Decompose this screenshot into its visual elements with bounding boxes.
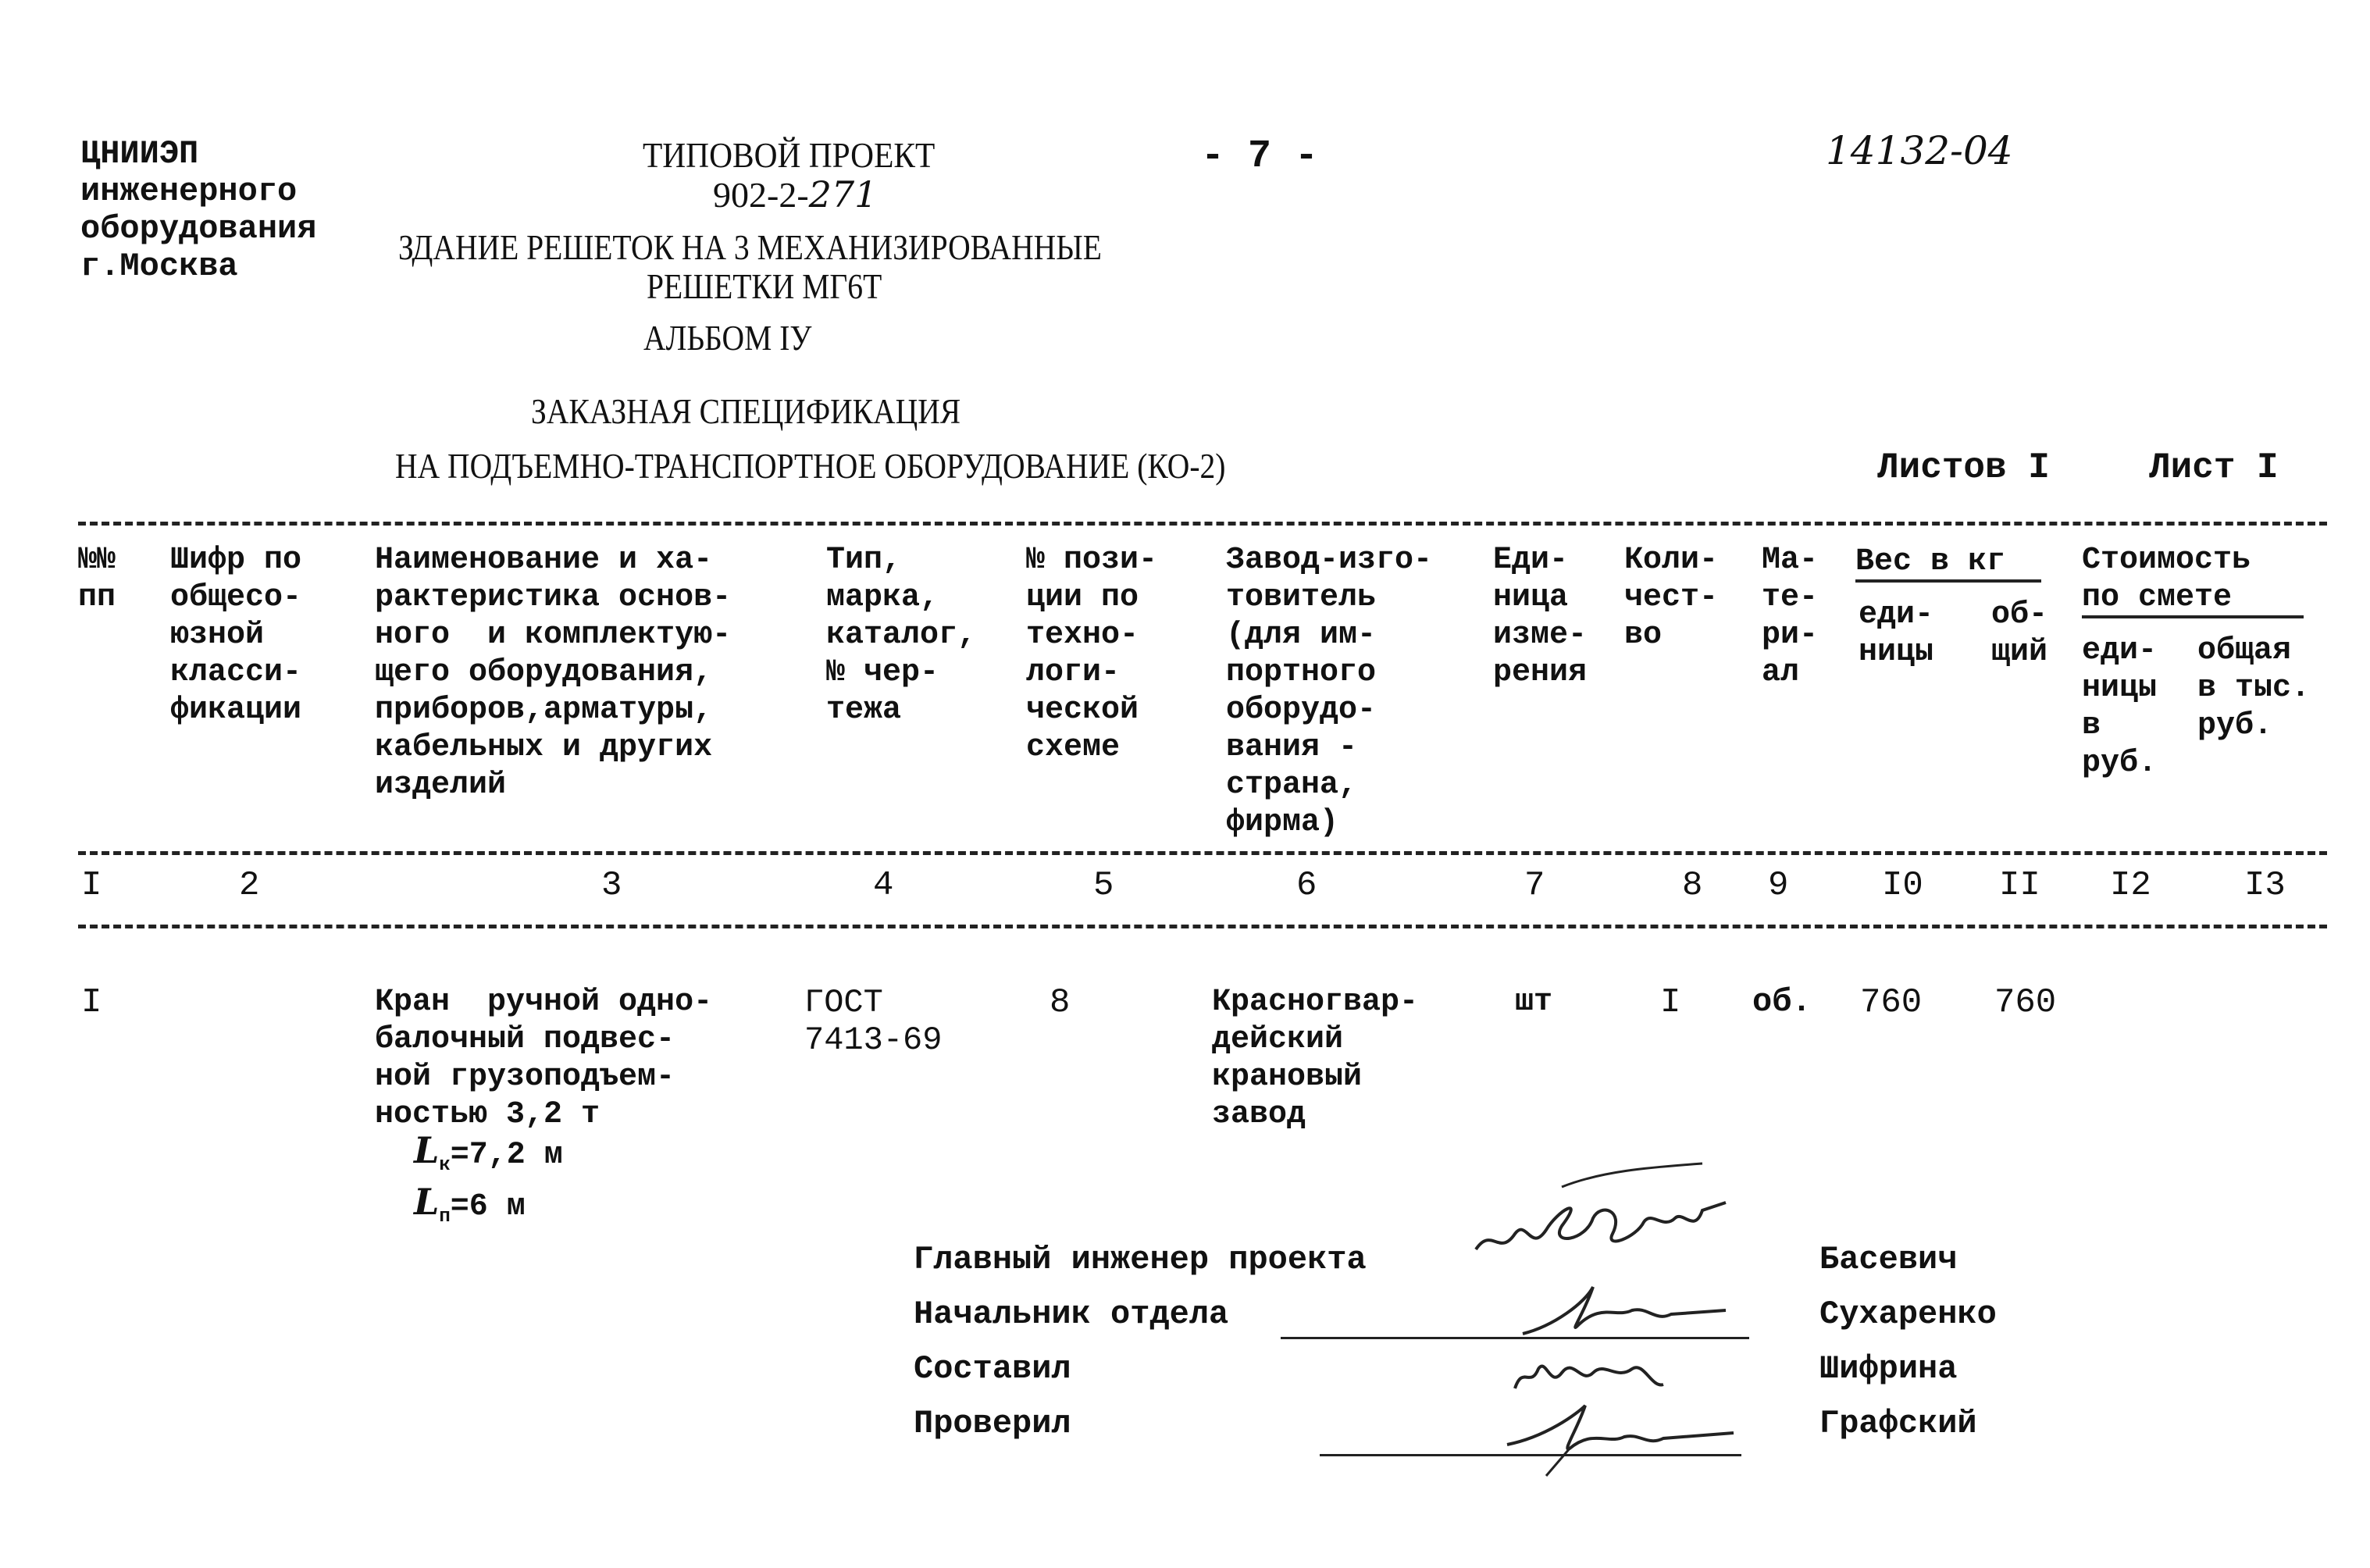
col-header-1: №№ пп: [78, 543, 116, 615]
col-header-9: Ма- те- ри- ал: [1762, 543, 1819, 690]
signature-name-shifrina: Шифрина: [1819, 1350, 1958, 1388]
col-header-6: Завод-изго- товитель (для им- портного оборудо- вания - страна, фирма): [1226, 543, 1433, 840]
cost-group-underline: [2082, 615, 2304, 618]
signature-name-basevich: Басевич: [1819, 1241, 1958, 1278]
signature-basevich: [1468, 1156, 1749, 1273]
col-number-2: 2: [239, 866, 260, 905]
title-line-2: РЕШЕТКИ МГ6Т: [647, 266, 882, 306]
crane-span-length: $L_к=7,2$ м: [414, 1129, 563, 1176]
col-header-2: Шифр по общесо- юзной класси- фикации: [170, 543, 302, 728]
col-number-3: 3: [601, 866, 622, 905]
doc-title-2: НА ПОДЪЕМНО-ТРАНСПОРТНОЕ ОБОРУДОВАНИЕ (КО-2): [395, 446, 1226, 486]
project-number-printed: 902-2-: [713, 175, 809, 215]
signature-role-department-head: Начальник отдела: [914, 1295, 1229, 1333]
col-number-10: I0: [1882, 866, 1923, 905]
weight-group-header: Вес в кг: [1855, 544, 2006, 579]
signature-role-compiled-by: Составил: [914, 1350, 1071, 1388]
title-line-1: ЗДАНИЕ РЕШЕТОК НА 3 МЕХАНИЗИРОВАННЫЕ: [398, 227, 1102, 267]
sheets-total: Листов I: [1877, 447, 2050, 488]
page-number: - 7 -: [1201, 134, 1319, 179]
item-position: 8: [1050, 983, 1071, 1022]
org-line-2: инженерного: [80, 173, 298, 210]
col-header-11: об- щий: [1991, 597, 2048, 670]
col-number-1: I: [81, 866, 102, 905]
col-number-11: II: [1999, 866, 2040, 905]
signature-shifrina: [1507, 1342, 1726, 1404]
col-number-7: 7: [1524, 866, 1545, 905]
row-number: I: [81, 983, 102, 1022]
col-number-6: 6: [1296, 866, 1317, 905]
col-header-3: Наименование и ха- рактеристика основ- ного и комплектую- щего оборудования, приборов,арматуры, кабельных и других изделий: [375, 543, 732, 803]
signature-name-sukharenko: Сухаренко: [1819, 1295, 1997, 1333]
col-number-9: 9: [1768, 866, 1789, 905]
col-number-8: 8: [1682, 866, 1703, 905]
signature-role-checked-by: Проверил: [914, 1405, 1071, 1442]
org-line-3: оборудования: [80, 210, 317, 248]
archive-number: 14132-04: [1826, 128, 2013, 173]
signature-grafsky: [1484, 1398, 1749, 1484]
col-number-12: I2: [2110, 866, 2151, 905]
project-number: [713, 173, 878, 216]
col-header-10: еди- ницы: [1859, 597, 1934, 670]
sheet-number: Лист I: [2149, 447, 2279, 488]
project-label: ТИПОВОЙ ПРОЕКТ: [643, 135, 936, 175]
cost-group-header: Стоимость по смете: [2082, 543, 2251, 615]
col-header-8: Коли- чест- во: [1624, 543, 1719, 653]
signature-role-chief-engineer: Главный инженер проекта: [914, 1241, 1367, 1278]
album: АЛЬБОМ IУ: [643, 318, 812, 358]
item-quantity: I: [1660, 983, 1681, 1022]
item-unit: шт: [1515, 985, 1553, 1020]
col-header-4: Тип, марка, каталог, № чер- тежа: [826, 543, 977, 728]
col-number-5: 5: [1093, 866, 1114, 905]
item-maker: Красногвар- дейский крановый завод: [1212, 985, 1419, 1132]
numbers-bottom-rule: [78, 925, 2327, 928]
signature-name-grafsky: Графский: [1819, 1405, 1977, 1442]
table-top-rule: [78, 522, 2327, 526]
col-header-5: № пози- ции по техно- логи- ческой схеме: [1026, 543, 1158, 765]
item-weight-unit: 760: [1860, 983, 1923, 1022]
item-type: ГОСТ 7413-69: [804, 984, 943, 1059]
item-weight-total: 760: [1994, 983, 2057, 1022]
col-number-4: 4: [873, 866, 894, 905]
item-material: об.: [1752, 983, 1812, 1021]
col-header-7: Еди- ница изме- рения: [1493, 543, 1588, 690]
signature-sukharenko: [1507, 1279, 1741, 1349]
col-header-12: еди- ницы в руб.: [2082, 633, 2158, 781]
doc-title-1: ЗАКАЗНАЯ СПЕЦИФИКАЦИЯ: [531, 391, 961, 431]
crane-lift-length: $L_п=6$ м: [414, 1181, 526, 1228]
col-number-13: I3: [2244, 866, 2286, 905]
header-bottom-rule: [78, 851, 2327, 855]
item-name: Кран ручной одно- балочный подвес- ной грузоподъем- ностью 3,2 т: [375, 985, 713, 1132]
weight-group-underline: [1855, 579, 2041, 583]
col-header-13: общая в тыс. руб.: [2197, 633, 2311, 743]
project-number-handwritten: 271: [808, 173, 878, 216]
org-line-4: г.Москва: [80, 248, 238, 285]
org-line-1: ЦНИИЭП: [80, 135, 199, 173]
